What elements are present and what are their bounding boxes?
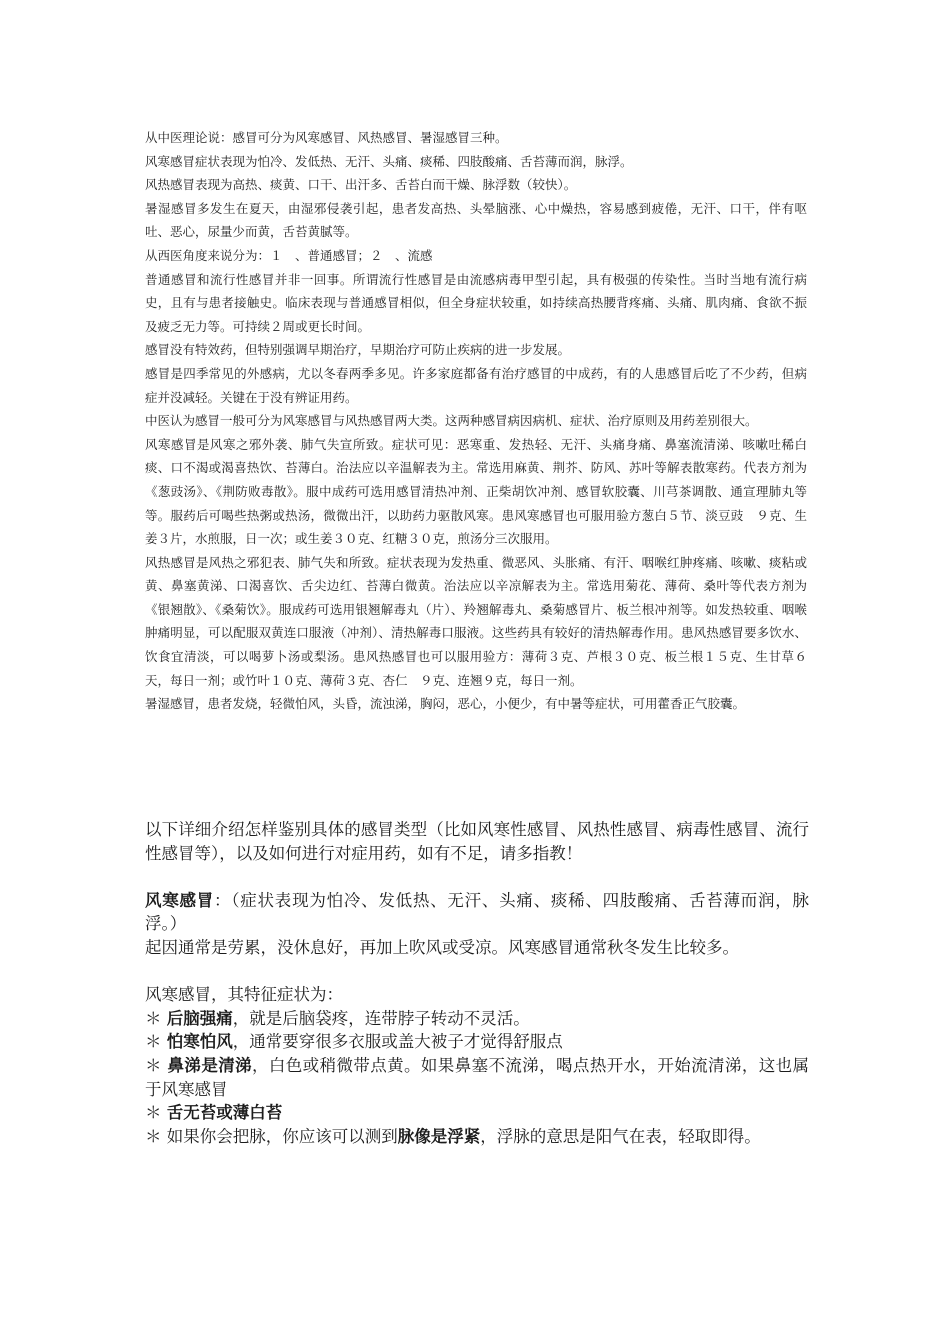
symptom-bold: 舌无苔或薄白苔 <box>166 1103 283 1123</box>
wind-cold-heading-text: ：（症状表现为怕冷、发低热、无汗、头痛、痰稀、四肢酸痛、舌苔薄而润，脉浮。） <box>145 890 810 934</box>
symptom-item <box>145 1054 809 1101</box>
bullet-mark: ＊ <box>145 1126 167 1146</box>
intro-paragraph: 以下详细介绍怎样鉴别具体的感冒类型（比如风寒性感冒、风热性感冒、病毒性感冒、流行性感冒等），以及如何进行对症用药，如有不足，请多指教！ <box>145 820 809 863</box>
paragraph-summer-damp: 暑湿感冒多发生在夏天，由湿邪侵袭引起，患者发高热、头晕脑涨、心中燥热，容易感到疲倦，无汗、口干，伴有呕吐、恶心，尿量少而黄，舌苔黄腻等。 <box>145 200 807 240</box>
paragraph-western-types: 从西医角度来说分为：１ 、普通感冒；２ 、流感 <box>145 247 433 263</box>
symptom-item <box>145 1125 809 1149</box>
section-2-body <box>145 818 809 1148</box>
symptoms-title: 风寒感冒，其特征症状为： <box>145 985 343 1005</box>
paragraph-wind-cold-symptoms: 风寒感冒症状表现为怕冷、发低热、无汗、头痛、痰稀、四肢酸痛、舌苔薄而润，脉浮。 <box>145 153 633 169</box>
paragraph-early-treatment: 感冒没有特效药，但特别强调早期治疗，早期治疗可防止疾病的进一步发展。 <box>145 342 571 358</box>
symptom-bold: 脉像是浮紧 <box>397 1126 481 1146</box>
bullet-mark: ＊ <box>145 1008 167 1028</box>
paragraph-tcm-types: 从中医理论说：感冒可分为风寒感冒、风热感冒、暑湿感冒三种。 <box>145 130 508 145</box>
bullet-mark: ＊ <box>145 1032 167 1052</box>
symptom-item <box>145 1007 809 1031</box>
symptom-text: ，就是后脑袋疼，连带脖子转动不灵活。 <box>232 1008 530 1028</box>
paragraph-wind-heat-symptoms: 风热感冒表现为高热、痰黄、口干、出汗多、舌苔白而干燥、脉浮数（较快）。 <box>145 177 577 193</box>
symptom-text: ，浮脉的意思是阳气在表，轻取即得。 <box>480 1126 761 1146</box>
symptom-bold: 后脑强痛 <box>166 1008 233 1028</box>
spacer <box>145 960 809 984</box>
section-1-body <box>145 126 807 716</box>
bullet-mark: ＊ <box>145 1103 167 1123</box>
symptom-bold: 怕寒怕风 <box>166 1032 233 1052</box>
wind-cold-heading <box>145 889 809 936</box>
paragraph-seasonal: 感冒是四季常见的外感病，尤以冬春两季多见。许多家庭都备有治疗感冒的中成药，有的人患感冒后吃了不少药，但病症并没减轻。关键在于没有辨证用药。 <box>145 365 807 405</box>
symptom-item <box>145 1101 809 1125</box>
bullet-mark: ＊ <box>145 1055 168 1075</box>
symptom-bold: 鼻涕是清涕 <box>167 1055 252 1075</box>
symptom-text: ，通常要穿很多衣服或盖大被子才觉得舒服点 <box>232 1032 563 1052</box>
spacer <box>145 865 809 889</box>
paragraph-two-categories: 中医认为感冒一般可分为风寒感冒与风热感冒两大类。这两种感冒病因病机、症状、治疗原则及用药差别很大。 <box>145 413 758 429</box>
paragraph-wind-heat-treatment: 风热感冒是风热之邪犯表、肺气失和所致。症状表现为发热重、微恶风、头胀痛、有汗、咽喉红肿疼痛、咳嗽、痰粘或黄、鼻塞黄涕、口渴喜饮、舌尖边红、苔薄白微黄。治法应以辛凉解表为主。常选用菊花、薄荷、桑叶等代表方剂为《银翘散》、《桑菊饮》。服成药可选用银翘解毒丸（片）、羚翘解毒丸、桑菊感冒片、板兰根冲剂等。如发热较重、咽喉肿痛明显，可以配服双黄连口服液（冲剂）、清热解毒口服液。这些药具有较好的清热解毒作用。患风热感冒要多饮水、饮食宜清淡，可以喝萝卜汤或梨汤。患风热感冒也可以服用验方：薄荷３克、芦根３０克、板兰根１５克、生甘草６天，每日一剂；或竹叶１０克、薄荷３克、杏仁 ９克、连翘９克，每日一剂。 <box>145 554 807 688</box>
paragraph-wind-cold-treatment: 风寒感冒是风寒之邪外袭、肺气失宣所致。症状可见：恶寒重、发热轻、无汗、头痛身痛、鼻塞流清涕、咳嗽吐稀白痰、口不渴或渴喜热饮、苔薄白。治法应以辛温解表为主。常选用麻黄、荆芥、防风、苏叶等解表散寒药。代表方剂为《葱豉汤》、《荆防败毒散》。服中成药可选用感冒清热冲剂、正柴胡饮冲剂、感冒软胶囊、川芎茶调散、通宣理肺丸等等。服药后可喝些热粥或热汤，微微出汗，以助药力驱散风寒。患风寒感冒也可服用验方葱白５节、淡豆豉 ９克、生姜３片，水煎服，日一次；或生姜３０克、红糖３０克，煎汤分三次服用。 <box>145 436 807 547</box>
wind-cold-heading-bold: 风寒感冒 <box>145 890 215 910</box>
symptom-text: 如果你会把脉，你应该可以测到 <box>166 1126 398 1146</box>
paragraph-summer-damp-treatment: 暑湿感冒，患者发烧，轻微怕风，头昏，流浊涕，胸闷，恶心，小便少，有中暑等症状，可用藿香正气胶囊。 <box>145 696 746 712</box>
cause-paragraph: 起因通常是劳累，没休息好，再加上吹风或受凉。风寒感冒通常秋冬发生比较多。 <box>145 937 739 957</box>
paragraph-influenza: 普通感冒和流行性感冒并非一回事。所谓流行性感冒是由流感病毒甲型引起，具有极强的传染性。当时当地有流行病史，且有与患者接触史。临床表现与普通感冒相似，但全身症状较重，如持续高热腰背疼痛、头痛、肌肉痛、食欲不振及疲乏无力等。可持续２周或更长时间。 <box>145 271 807 334</box>
symptom-text: ，白色或稍微带点黄。如果鼻塞不流涕，喝点热开水，开始流清涕，这也属于风寒感冒 <box>145 1055 810 1099</box>
symptom-item <box>145 1030 809 1054</box>
